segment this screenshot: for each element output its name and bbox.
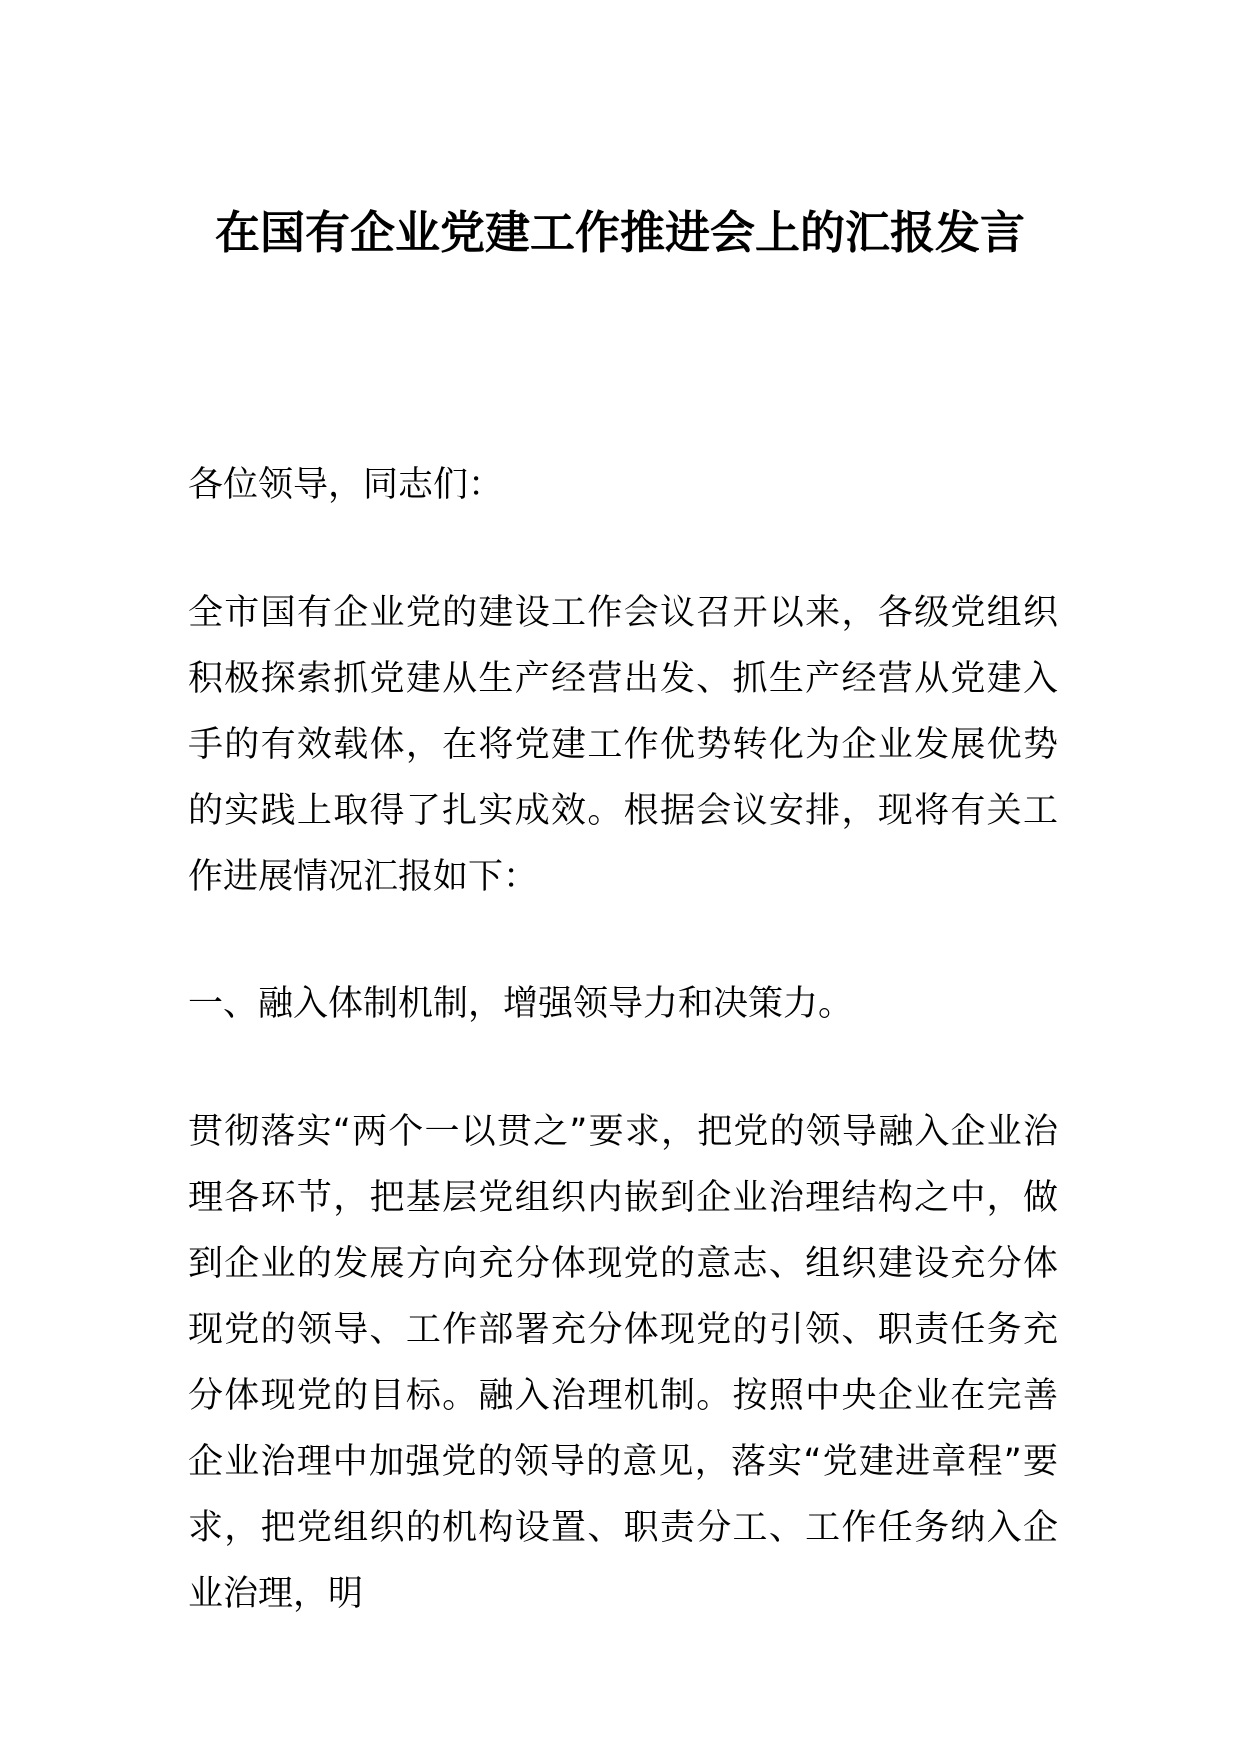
paragraph-section-1: 贯彻落实“两个一以贯之”要求，把党的领导融入企业治理各环节，把基层党组织内嵌到企业治理结构之中，做到企业的发展方向充分体现党的意志、组织建设充分体现党的领导、工作部署充分体现党的引领、职责任务充分体现党的目标。融入治理机制。按照中央企业在完善企业治理中加强党的领导的意见，落实“党建进章程”要求，把党组织的机构设置、职责分工、工作任务纳入企业治理，明: [188, 1112, 1058, 1614]
paragraph-intro: 全市国有企业党的建设工作会议召开以来，各级党组织积极探索抓党建从生产经营出发、抓生产经营从党建入手的有效载体，在将党建工作优势转化为企业发展优势的实践上取得了扎实成效。根据会议安排，现将有关工作进展情况汇报如下：: [188, 593, 1058, 897]
greeting: 各位领导，同志们：: [188, 465, 504, 505]
document-title: 在国有企业党建工作推进会上的汇报发言: [214, 206, 1025, 259]
section-heading-1: 一、融入体制机制，增强领导力和决策力。: [188, 984, 854, 1024]
